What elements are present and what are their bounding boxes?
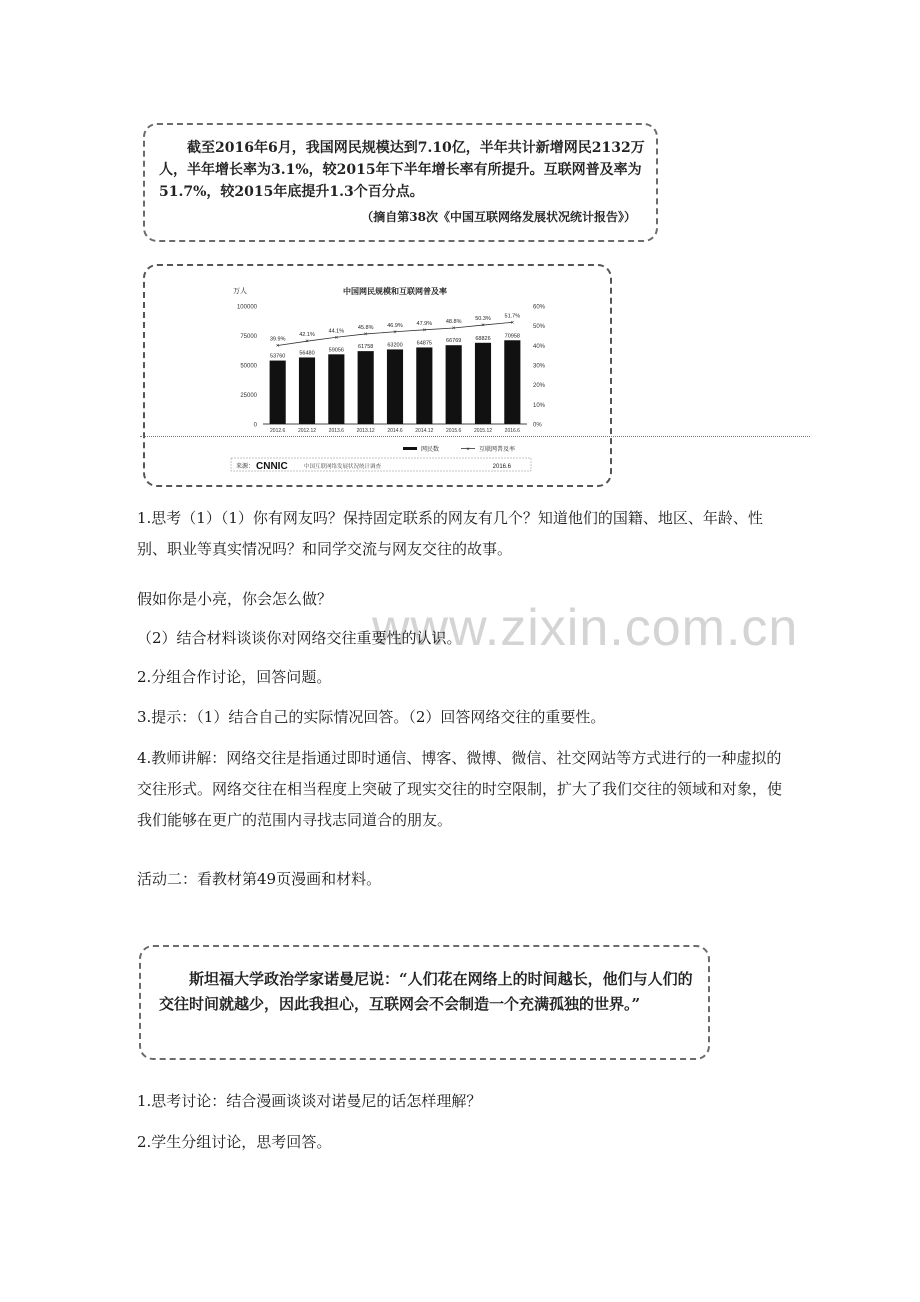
bar-value-label: 66769 bbox=[446, 338, 462, 345]
y2-tick-label: 30% bbox=[533, 363, 546, 370]
rate-marker: × bbox=[334, 335, 339, 342]
y-tick-label: 50000 bbox=[240, 363, 257, 370]
quote-report-source: （摘自第38次《中国互联网络发展状况统计报告》） bbox=[361, 210, 636, 224]
x-tick-label: 2015.6 bbox=[446, 428, 462, 434]
legend-line-marker: × bbox=[466, 447, 470, 453]
chart-ylabel: 万人 bbox=[233, 288, 247, 295]
x-tick-label: 2014.6 bbox=[387, 428, 403, 434]
bar bbox=[504, 340, 520, 424]
quote-report-text: 截至2016年6月，我国网民规模达到7.10亿，半年共计新增网民2132万人，半年增长率为3.1%，较2015年下半年增长率有所提升。互联网普及率为51.7%，较2015年底提升1.3个百分点。 bbox=[159, 140, 645, 200]
scan-line bbox=[140, 436, 810, 437]
rate-value-label: 42.1% bbox=[299, 332, 315, 339]
source-text: 中国互联网络发展状况统计调查 bbox=[304, 464, 382, 470]
paragraph-hint: 3.提示：（1）结合自己的实际情况回答。（2）回答网络交往的重要性。 bbox=[137, 708, 606, 726]
rate-marker: × bbox=[305, 339, 309, 346]
y-tick-label: 0 bbox=[253, 422, 257, 429]
x-tick-label: 2013.12 bbox=[356, 428, 375, 434]
bar bbox=[387, 349, 403, 424]
rate-marker: × bbox=[422, 327, 427, 334]
paragraph-activity-2: 活动二：看教材第49页漫画和材料。 bbox=[137, 870, 382, 888]
y2-tick-label: 50% bbox=[533, 324, 546, 331]
bar-value-label: 53760 bbox=[270, 353, 286, 360]
rate-value-label: 48.8% bbox=[445, 319, 462, 326]
legend-line-label: 互联网普及率 bbox=[479, 447, 516, 453]
bar-value-label: 61758 bbox=[358, 344, 374, 351]
y2-tick-label: 0% bbox=[533, 422, 542, 429]
x-tick-label: 2013.6 bbox=[328, 428, 344, 434]
bar bbox=[328, 354, 344, 424]
paragraph-think-2: （2）结合材料谈谈你对网络交往重要性的认识。 bbox=[137, 629, 462, 647]
bar-value-label: 59056 bbox=[328, 347, 344, 354]
x-tick-label: 2012.12 bbox=[297, 428, 317, 434]
y2-tick-label: 10% bbox=[533, 402, 546, 409]
cnnic-logo: CNNIC bbox=[256, 461, 288, 472]
y2-tick-label: 20% bbox=[533, 383, 546, 390]
paragraph-teacher: 4.教师讲解：网络交往是指通过即时通信、博客、微博、微信、社交网站等方式进行的一种虚拟的交往形式。网络交往在相当程度上突破了现实交往的时空限制，扩大了我们交往的领域和对象，使我们能够在更广的范围内寻找志同道合的朋友。 bbox=[137, 749, 783, 829]
legend-bar-label: 网民数 bbox=[421, 447, 440, 453]
bar-value-label: 56480 bbox=[299, 350, 315, 357]
y2-tick-label: 40% bbox=[533, 343, 546, 350]
bar-value-label: 63200 bbox=[387, 342, 403, 349]
paragraph-think-1: 1.思考（1）（1）你有网友吗？保持固定联系的网友有几个？知道他们的国籍、地区、年龄、性别、职业等真实情况吗？和同学交流与网友交往的故事。 bbox=[137, 509, 763, 558]
bar bbox=[416, 347, 432, 424]
x-tick-label: 2014.12 bbox=[415, 428, 434, 434]
rate-marker: × bbox=[393, 329, 397, 336]
y2-tick-label: 60% bbox=[533, 304, 546, 311]
rate-value-label: 44.1% bbox=[328, 328, 345, 335]
paragraph-xiaoliang: 假如你是小亮，你会怎么做？ bbox=[137, 590, 333, 608]
y-tick-label: 25000 bbox=[240, 393, 257, 399]
rate-value-label: 45.8% bbox=[357, 324, 374, 331]
legend-bar-swatch bbox=[403, 447, 417, 450]
rate-marker: × bbox=[510, 320, 515, 327]
bar bbox=[358, 351, 374, 424]
quote-box-nauman bbox=[139, 945, 710, 1060]
rate-value-label: 46.9% bbox=[387, 322, 403, 329]
x-tick-label: 2016.6 bbox=[504, 428, 520, 434]
rate-marker: × bbox=[363, 331, 368, 338]
quote-nauman-text: 斯坦福大学政治学家诺曼尼说：“人们花在网络上的时间越长，他们与人们的交往时间就越少，因此我担心，互联网会不会制造一个充满孤独的世界。” bbox=[159, 970, 693, 1013]
chart-title: 中国网民规模和互联网普及率 bbox=[343, 287, 447, 296]
bar bbox=[446, 345, 462, 424]
source-date: 2016.6 bbox=[492, 464, 511, 470]
bar bbox=[270, 361, 286, 424]
paragraph-group: 2.学生分组讨论，思考回答。 bbox=[137, 1133, 332, 1151]
x-tick-label: 2015.12 bbox=[473, 428, 493, 434]
bar bbox=[299, 357, 315, 424]
rate-marker: × bbox=[275, 343, 280, 350]
rate-value-label: 51.7% bbox=[504, 313, 521, 320]
source-label: 来源： bbox=[236, 464, 255, 470]
y-tick-label: 100000 bbox=[236, 304, 257, 311]
rate-value-label: 39.9% bbox=[269, 336, 286, 343]
rate-marker: × bbox=[451, 326, 456, 333]
netizen-chart bbox=[145, 266, 610, 485]
bar-value-label: 68826 bbox=[475, 335, 491, 342]
rate-value-label: 50.3% bbox=[475, 316, 491, 323]
bar bbox=[475, 343, 491, 424]
bar-value-label: 70958 bbox=[504, 333, 520, 340]
paragraph-discuss: 2.分组合作讨论，回答问题。 bbox=[137, 668, 332, 686]
paragraph-think-discuss: 1.思考讨论：结合漫画谈谈对诺曼尼的话怎样理解？ bbox=[137, 1092, 482, 1110]
rate-value-label: 47.9% bbox=[416, 320, 433, 327]
quote-box-report bbox=[143, 123, 658, 242]
chart-box bbox=[143, 264, 612, 487]
watermark: www.zixin.com.cn bbox=[372, 599, 799, 657]
y-tick-label: 75000 bbox=[240, 334, 257, 340]
bar-value-label: 64875 bbox=[416, 340, 432, 347]
x-tick-label: 2012.6 bbox=[270, 428, 286, 434]
rate-marker: × bbox=[481, 323, 485, 330]
